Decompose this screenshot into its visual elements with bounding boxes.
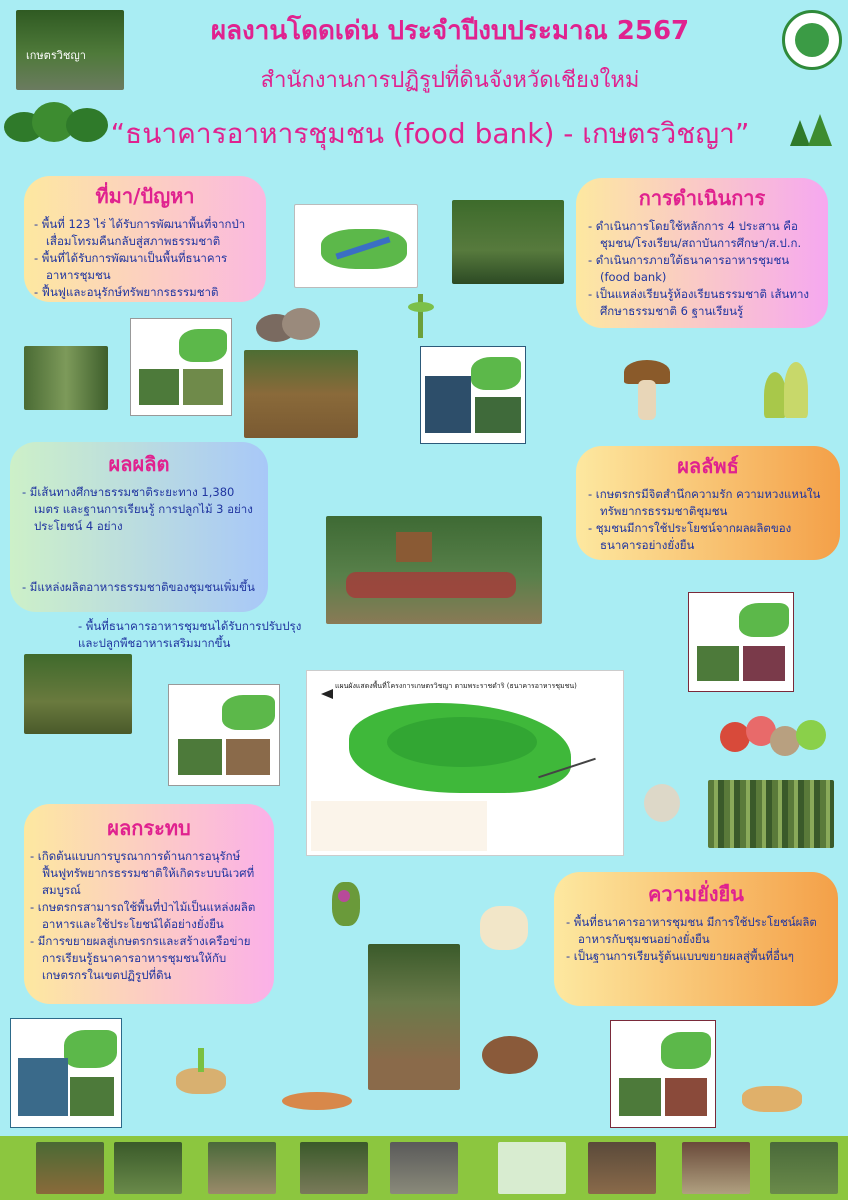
origin-list [24, 216, 266, 301]
map-legend [311, 801, 487, 851]
list-item: - เกษตรกรสามารถใช้พื้นที่ป่าไม้เป็นแหล่งผลิตอาหารและใช้ประโยชน์ได้อย่างยั่งยืน [30, 900, 256, 931]
north-arrow-icon [321, 689, 333, 699]
page-subtitle: สำนักงานการปฏิรูปที่ดินจังหวัดเชียงใหม่ [260, 68, 640, 93]
site-map-image [294, 204, 418, 288]
forest-path-photo [368, 944, 460, 1090]
output-list [10, 484, 268, 596]
list-item: - เป็นฐานการเรียนรู้ต้นแบบขยายผลสู่พื้นที่อื่นๆ [566, 949, 794, 963]
origin-card [24, 176, 266, 302]
strip-photo-2 [114, 1142, 182, 1194]
bamboo-icon [408, 294, 434, 338]
strip-photo-8 [770, 1142, 838, 1194]
rock-icon [256, 306, 320, 342]
outcome-title: ผลลัพธ์ [677, 454, 739, 478]
list-item: - ดำเนินการโดยใช้หลักการ 4 ประสาน คือ ชุมชน/โรงเรียน/สถาบันการศึกษา/ส.ป.ก. [588, 219, 802, 250]
impact-card [24, 804, 274, 1004]
learning-board-2 [420, 346, 526, 444]
tree-cluster-icon [4, 98, 108, 142]
learning-board-1 [130, 318, 232, 416]
herbs-icon [326, 878, 366, 930]
list-item: - พื้นที่ธนาคารอาหารชุมชน มีการใช้ประโยชน์ผลิตอาหารกับชุมชนอย่างยั่งยืน [566, 915, 817, 946]
project-title: “ธนาคารอาหารชุมชน (food bank) - เกษตรวิชญา” [110, 117, 750, 150]
impact-list [24, 848, 274, 984]
list-item: - ชุมชนมีการใช้ประโยชน์จากผลผลิตของธนาคารอย่างยั่งยืน [588, 521, 792, 552]
operation-title: การดำเนินการ [638, 186, 766, 210]
pond-photo-2 [24, 654, 132, 734]
bamboo-forest-photo [708, 780, 834, 848]
sustain-card [554, 872, 838, 1006]
ginger-icon [176, 1048, 230, 1098]
impact-title: ผลกระทบ [107, 816, 191, 840]
herbal-pouch-icon [636, 772, 694, 824]
site-map [306, 670, 624, 856]
map-title: แผนผังแสดงพื้นที่โครงการเกษตรวิชญา ตามพระราชดำริ (ธนาคารอาหารชุมชน) [335, 682, 577, 690]
galangal-icon [742, 1076, 806, 1118]
sign-text: เกษตรวิชญา [26, 49, 86, 62]
operation-card [576, 178, 828, 328]
forest-photo [24, 346, 108, 410]
list-item: - พื้นที่ 123 ไร่ ได้รับการพัฒนาพื้นที่จากป่าเสื่อมโทรมคืนกลับสู่สภาพธรรมชาติ [34, 217, 246, 248]
sign-photo [16, 10, 124, 90]
strip-photo-5 [390, 1142, 458, 1194]
vegetables-icon [720, 712, 832, 762]
outcome-card [576, 446, 840, 560]
learning-board-5 [10, 1018, 122, 1128]
strip-photo-4 [300, 1142, 368, 1194]
list-item: - เกิดต้นแบบการบูรณาการด้านการอนุรักษ์ ฟื้นฟูทรัพยากรธรรมชาติให้เกิดระบบนิเวศที่สมบูรณ์ [30, 849, 255, 897]
output-card [10, 442, 268, 612]
learning-board-6 [610, 1020, 716, 1128]
outcome-list [576, 486, 840, 554]
list-item: - ดำเนินการภายใต้ธนาคารอาหารชุมชน (food bank) [588, 253, 790, 284]
strip-photo-1 [36, 1142, 104, 1194]
strip-photo-6 [588, 1142, 656, 1194]
list-item: - มีแหล่งผลิตอาหารธรรมชาติของชุมชนเพิ่มขึ้น [22, 580, 255, 594]
page-title: ผลงานโดดเด่น ประจำปีงบประมาณ 2567 [210, 16, 690, 46]
strip-photo-3 [208, 1142, 276, 1194]
roots-icon [282, 1084, 354, 1116]
tuber-icon [482, 1032, 540, 1078]
mushroom-coral-icon [476, 900, 532, 952]
strip-photo-7 [682, 1142, 750, 1194]
pine-trees-icon [790, 114, 842, 148]
sustain-list [554, 914, 838, 965]
output-title: ผลผลิต [108, 452, 170, 476]
learning-board-4 [168, 684, 280, 786]
output-extra-item: - พื้นที่ธนาคารอาหารชุมชนได้รับการปรับปรุงและปลูกพืชอาหารเสริมมากขึ้น [78, 619, 302, 650]
origin-title: ที่มา/ปัญหา [95, 184, 195, 208]
stream-photo [244, 350, 358, 438]
bamboo-shoot-icon [760, 362, 812, 420]
strip-map-icon [498, 1142, 566, 1194]
alro-logo [782, 10, 842, 70]
list-item: - มีเส้นทางศึกษาธรรมชาติระยะทาง 1,380 เมตร และฐานการเรียนรู้ การปลูกไม้ 3 อย่าง ประโยชน์ 4 อย่าง [22, 485, 253, 533]
list-item: - เป็นแหล่งเรียนรู้ห้องเรียนธรรมชาติ เส้นทางศึกษาธรรมชาติ 6 ฐานเรียนรู้ [588, 287, 810, 318]
list-item: - ฟื้นฟูและอนุรักษ์ทรัพยากรธรรมชาติ [34, 285, 219, 299]
list-item: - มีการขยายผลสู่เกษตรกรและสร้างเครือข่ายการเรียนรู้ธนาคารอาหารชุมชนให้กับเกษตรกรในเขตปฏิรูปที่ดิน [30, 934, 251, 982]
pond-photo [452, 200, 564, 284]
group-photo [326, 516, 542, 624]
list-item: - พื้นที่ได้รับการพัฒนาเป็นพื้นที่ธนาคารอาหารชุมชน [34, 251, 228, 282]
learning-board-3 [688, 592, 794, 692]
list-item: - เกษตรกรมีจิตสำนึกความรัก ความหวงแหนในทรัพยากรธรรมชาติชุมชน [588, 487, 821, 518]
mushroom-icon [620, 360, 674, 424]
operation-list [576, 218, 828, 320]
sustain-title: ความยั่งยืน [648, 882, 744, 906]
